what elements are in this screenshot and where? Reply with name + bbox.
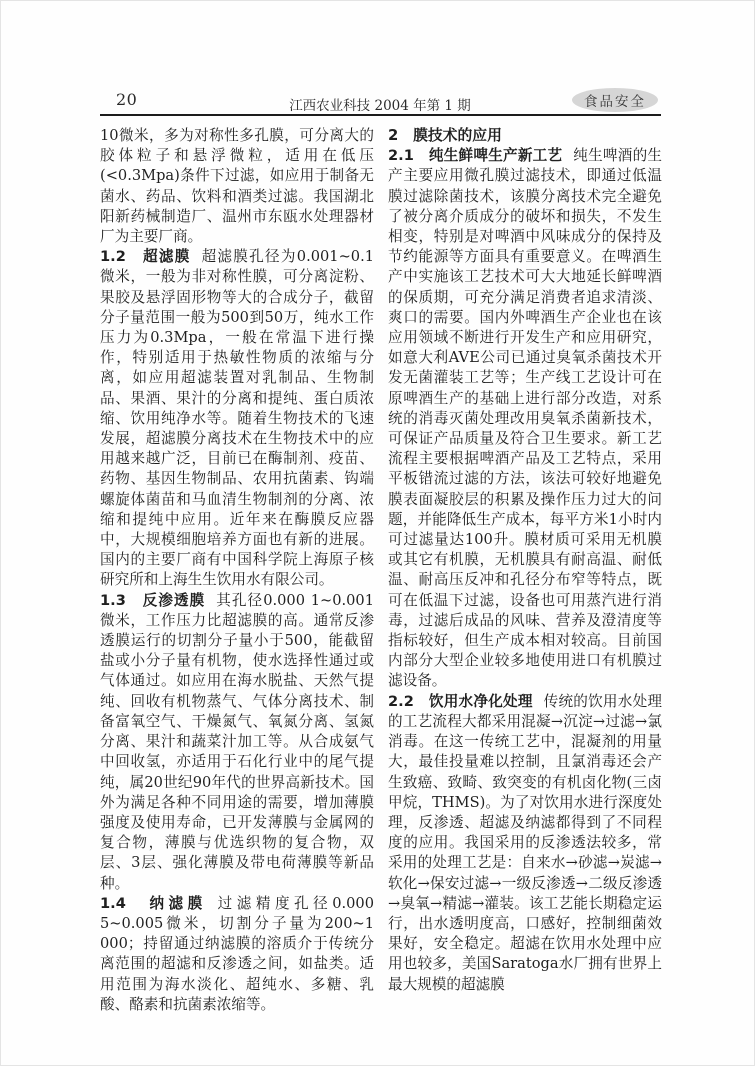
left-column bbox=[100, 126, 374, 1015]
paragraph-beer-process bbox=[388, 146, 662, 691]
run-in-heading: 1.2 超滤膜 bbox=[100, 248, 191, 266]
paragraph-text: 10微米，多为对称性多孔膜，可分离大的胶体粒子和悬浮微粒，适用在低压(<0.3Mpa)条件下过滤，如应用于制备无菌水、药品、饮料和酒类过滤。我国湖北阳新药械制造厂、温州市东瓯水处理器材厂为主要厂商。 bbox=[100, 127, 374, 246]
journal-title: 江西农业科技 2004 年第 1 期 bbox=[289, 98, 471, 114]
paragraph-text: 纯生啤酒的生产主要应用微孔膜过滤技术，即通过低温膜过滤除菌技术，该膜分离技术完全避免了被分离介质成分的破坏和损失，不发生相变，特别是对啤酒中风味成分的保持及节约能源等方面具有重要意义。在啤酒生产中实施该工艺技术可大大地延长鲜啤酒的保质期，可充分满足消费者追求清淡、爽口的需要。国内外啤酒生产企业也在该应用领域不断进行开发生产和应用研究，如意大利AVE公司已通过臭氧杀菌技术开发无菌灌装工艺等；生产线工艺设计可在原啤酒生产的基础上进行部分改造，对系统的消毒灭菌处理改用臭氧杀菌新技术，可保证产品质量及符合卫生要求。新工艺流程主要根据啤酒产品及工艺特点，采用平板错流过滤的方法，该法可较好地避免膜表面凝胶层的积累及操作压力过大的问题，并能降低生产成本，每平方米1小时内可过滤量达100升。膜材质可采用无机膜或其它有机膜，无机膜具有耐高温、耐低温、耐高压反冲和孔径分布窄等特点，既可在低温下过滤，设备也可用蒸汽进行消毒，过滤后成品的风味、营养及澄清度等指标较好，但生产成本相对较高。目前国内部分大型企业较多地使用进口有机膜过滤设备。 bbox=[388, 147, 662, 690]
right-column bbox=[388, 126, 662, 1015]
food-safety-badge: 食品安全 bbox=[572, 88, 658, 112]
paragraph-nanofiltration bbox=[100, 894, 374, 1015]
run-in-heading: 1.4 纳滤膜 bbox=[100, 894, 207, 912]
paragraph-text: 过滤精度孔径0.000 5~0.005微米，切割分子量为200~1 000；持留通过纳滤膜的溶质介于传统分离范围的超滤和反渗透之间，如盐类。适用范围为海水淡化、超纯水、多糖、乳酸、酪素和抗菌素浓缩等。 bbox=[100, 894, 375, 1013]
run-in-heading: 2.1 纯生鲜啤生产新工艺 bbox=[388, 147, 563, 165]
paragraph-text: 超滤膜孔径为0.001~0.1微米，一般为非对称性膜，可分离淀粉、果胶及悬浮固形物等大的合成分子，截留分子量范围一般为500到50万，纯水工作压力为0.3Mpa，一般在常温下进行操作，特别适用于热敏性物质的浓缩与分离，如应用超滤装置对乳制品、生物制品、果酒、果汁的分离和提纯、蛋白质浓缩、饮用纯净水等。随着生物技术的飞速发展，超滤膜分离技术在生物技术中的应用越来越广泛，目前已在酶制剂、疫苗、药物、基因生物制品、农用抗菌素、钩端螺旋体菌苗和马血清生物制剂的分离、浓缩和提纯中应用。近年来在酶膜反应器中，大规模细胞培养方面也有新的进展。国内的主要厂商有中国科学院上海原子核研究所和上海生生饮用水有限公司。 bbox=[100, 248, 375, 589]
run-in-heading: 2.2 饮用水净化处理 bbox=[388, 692, 533, 710]
paragraph-text: 其孔径0.000 1~0.001微米，工作压力比超滤膜的高。通常反渗透膜运行的切割分子量小于500，能截留盐或小分子量有机物，使水选择性通过或气体通过。如应用在海水脱盐、天然气提纯、回收有机物蒸气、气体分离技术、制备富氧空气、干燥氮气、氧氮分离、氢氮分离、果汁和蔬菜汁加工等。从合成氨气中回收氢，亦适用于石化行业中的尾气提纯，属20世纪90年代的世界高新技术。国外为满足各种不同用途的需要，增加薄膜强度及使用寿命，已开发薄膜与金属网的复合物，薄膜与优选织物的复合物，双层、3层、强化薄膜及带电荷薄膜等新品种。 bbox=[100, 591, 374, 892]
page-header bbox=[100, 86, 660, 114]
paragraph-drinking-water bbox=[388, 692, 662, 995]
section-heading: 2 膜技术的应用 bbox=[388, 127, 502, 144]
page-number: 20 bbox=[116, 90, 138, 109]
paragraph-text: 传统的饮用水处理的工艺流程大都采用混凝→沉淀→过滤→氯消毒。在这一传统工艺中，混凝剂的用量大，最佳投量难以控制，且氯消毒还会产生致癌、致畸、致突变的有机卤化物(三卤甲烷，THMS)。为了对饮用水进行深度处理，反渗透、超滤及纳滤都得到了不同程度的应用。我国采用的反渗透法较多，常采用的处理工艺是：自来水→砂滤→炭滤→软化→保安过滤→一级反渗透→二级反渗透→臭氧→精滤→灌装。该工艺能长期稳定运行，出水透明度高，口感好，控制细菌效果好，安全稳定。超滤在饮用水处理中应用也较多，美国Saratoga水厂拥有世界上最大规模的超滤膜 bbox=[388, 692, 662, 993]
paragraph-continuation bbox=[100, 126, 374, 247]
paragraph-reverse-osmosis bbox=[100, 591, 374, 894]
paragraph-ultrafiltration bbox=[100, 247, 374, 590]
article-body bbox=[100, 126, 662, 1015]
header-rule bbox=[100, 114, 661, 116]
run-in-heading: 1.3 反渗透膜 bbox=[100, 591, 206, 609]
